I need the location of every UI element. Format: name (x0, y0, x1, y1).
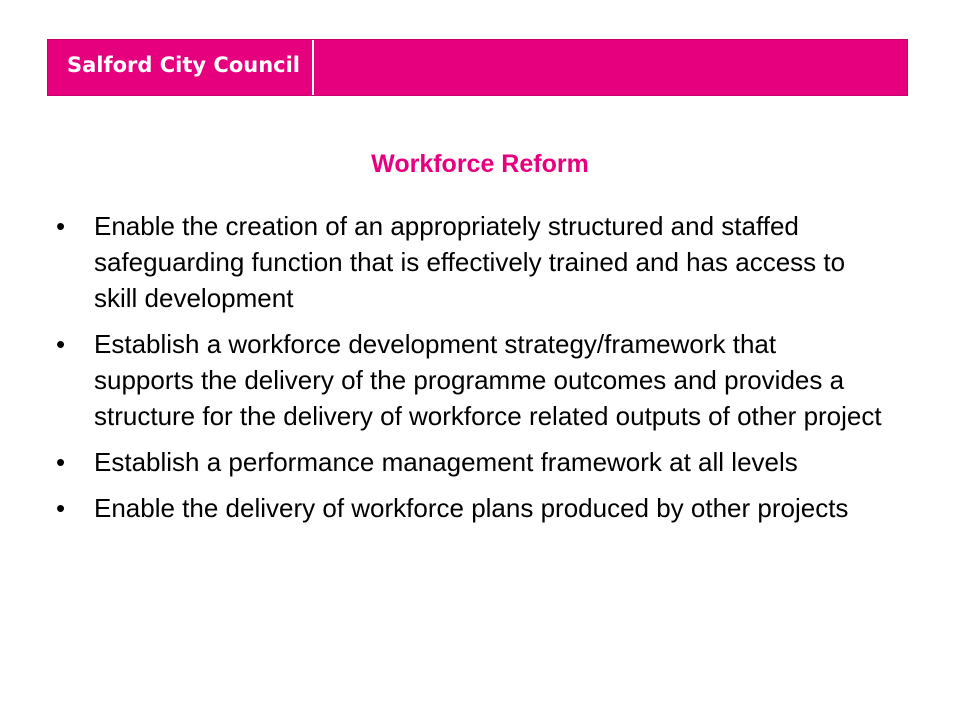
bullet-icon: • (56, 329, 66, 359)
bullet-icon: • (56, 211, 66, 241)
bullet-list (53, 208, 883, 536)
bullet-text: Enable the delivery of workforce plans produced by other projects (94, 493, 849, 523)
bullet-item (53, 490, 883, 526)
bullet-icon: • (56, 447, 66, 477)
bullet-item (53, 444, 883, 480)
council-logo (48, 40, 314, 95)
council-logo-text: Salford City Council (67, 53, 300, 77)
bullet-item (53, 208, 883, 316)
slide-title: Workforce Reform (371, 150, 589, 178)
bullet-item (53, 326, 883, 434)
bullet-text: Establish a performance management framework at all levels (94, 447, 798, 477)
brand-header-bar (47, 39, 908, 96)
bullet-text: Establish a workforce development strategy/framework that supports the delivery of the programme outcomes and provides a structure for the delivery of workforce related outputs of other project (94, 329, 882, 431)
bullet-icon: • (56, 493, 66, 523)
bullet-text: Enable the creation of an appropriately structured and staffed safeguarding function that is effectively trained and has access to skill development (94, 211, 846, 313)
